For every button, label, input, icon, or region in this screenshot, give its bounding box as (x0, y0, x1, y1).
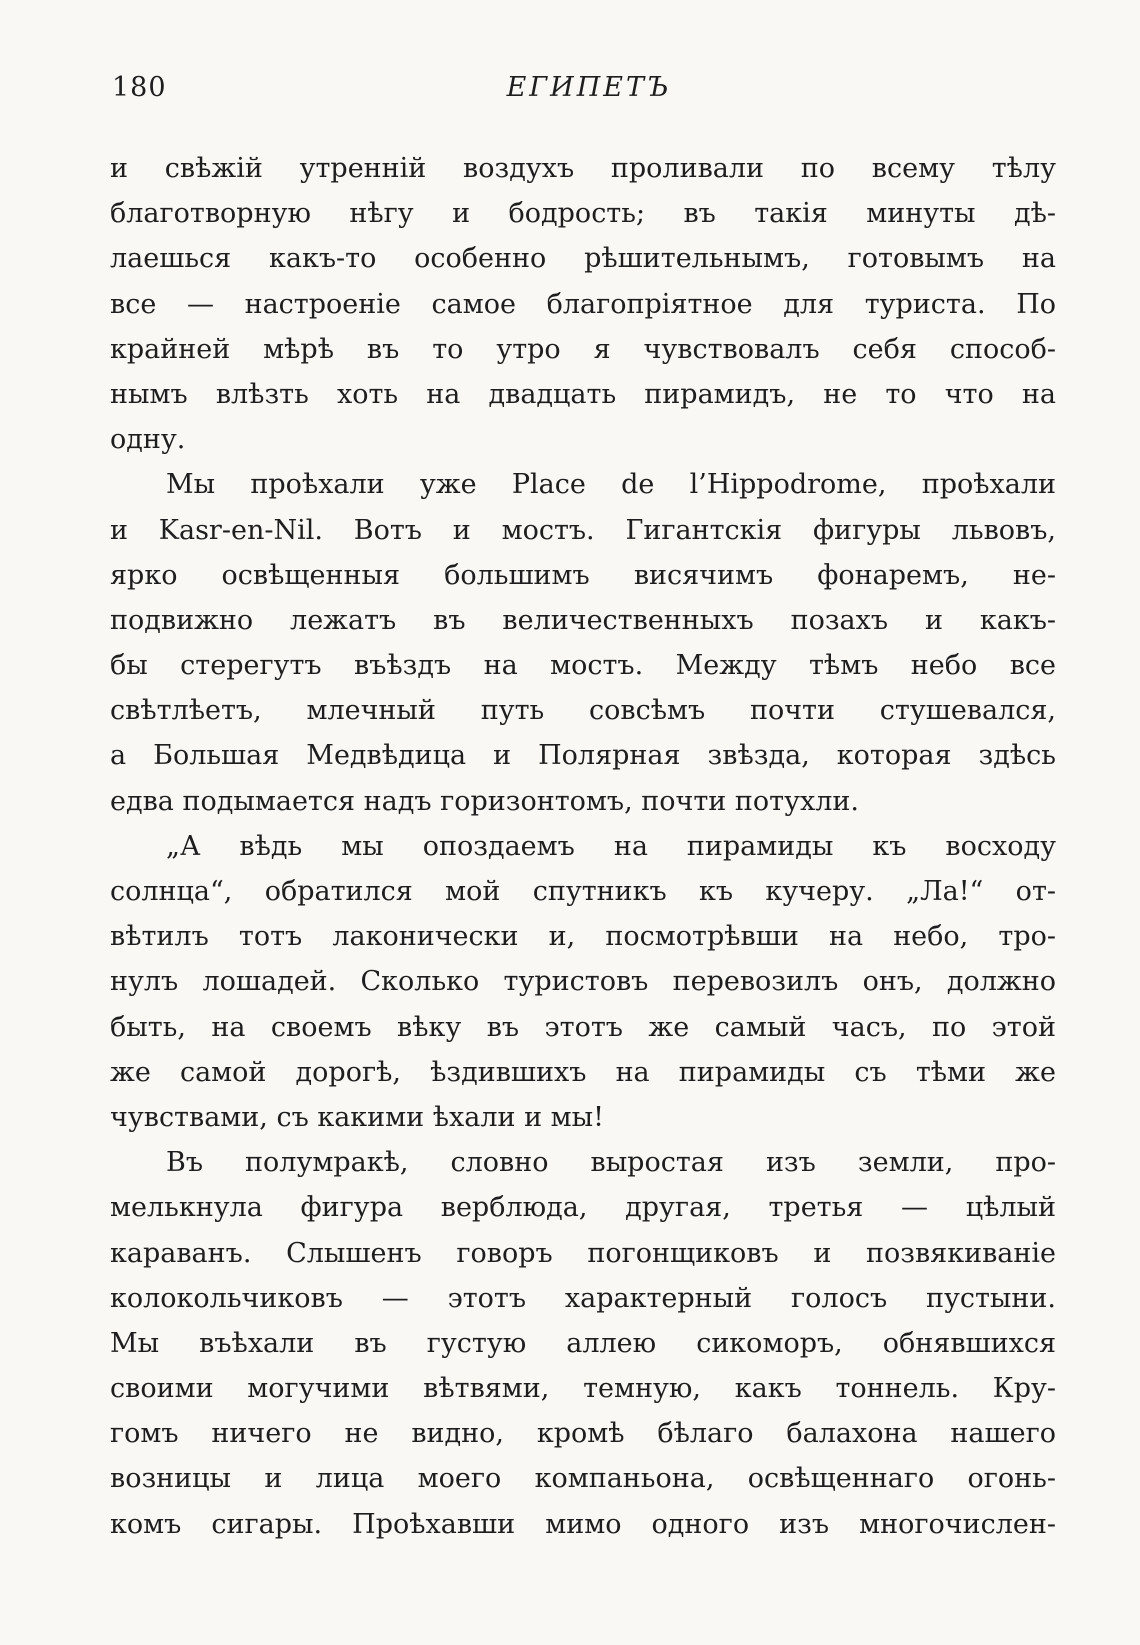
text-line: нулъ лошадей. Сколько туристовъ перевозилъ онъ, должно (110, 966, 1056, 998)
text-line: Мы въѣхали въ густую аллею сикоморъ, обнявшихся (110, 1327, 1056, 1359)
text-line: же самой дорогѣ, ѣздившихъ на пирамиды съ тѣми же (110, 1056, 1056, 1088)
body-text (110, 146, 1056, 1547)
text-line: солнца“, обратился мой спутникъ къ кучеру. „Ла!“ от- (110, 876, 1056, 907)
text-line: едва подымается надъ горизонтомъ, почти потухли. (110, 785, 859, 817)
text-line: подвижно лежатъ въ величественныхъ позахъ и какъ- (110, 604, 1056, 636)
text-line: своими могучими вѣтвями, темную, какъ тоннель. Кру- (110, 1373, 1056, 1405)
text-line: и свѣжій утренній воздухъ проливали по всему тѣлу (110, 153, 1056, 184)
text-line: все — настроеніе самое благопріятное для туриста. По (110, 288, 1056, 320)
text-line: быть, на своемъ вѣку въ этотъ же самый часъ, по этой (110, 1011, 1056, 1043)
text-line: мелькнула фигура верблюда, другая, третья — цѣлый (110, 1192, 1056, 1224)
text-line: лаешься какъ-то особенно рѣшительнымъ, готовымъ на (110, 243, 1056, 275)
text-line: нымъ влѣзть хоть на двадцать пирамидъ, не то что на (110, 378, 1056, 410)
running-head (112, 68, 1066, 108)
text-line: бы стерегутъ въѣздъ на мостъ. Между тѣмъ небо все (110, 650, 1056, 682)
text-line: караванъ. Слышенъ говоръ погонщиковъ и позвякиваніе (110, 1237, 1056, 1269)
text-line: комъ сигары. Проѣхавши мимо одного изъ многочислен- (110, 1508, 1056, 1540)
text-line: одну. (110, 424, 186, 456)
page-number: 180 (112, 72, 167, 103)
text-line: Мы проѣхали уже Place de l’Hippodrome, проѣхали (166, 469, 1056, 501)
text-line: „А вѣдь мы опоздаемъ на пирамиды къ восходу (166, 830, 1056, 862)
text-line: колокольчиковъ — этотъ характерный голосъ пустыни. (110, 1282, 1056, 1314)
text-line: вѣтилъ тотъ лаконически и, посмотрѣвши на небо, тро- (110, 921, 1056, 953)
text-line: гомъ ничего не видно, кромѣ бѣлаго балахона нашего (110, 1418, 1056, 1450)
text-line: свѣтлѣетъ, млечный путь совсѣмъ почти стушевался, (110, 695, 1056, 727)
text-line: а Большая Медвѣдица и Полярная звѣзда, которая здѣсь (110, 740, 1056, 772)
text-line: благотворную нѣгу и бодрость; въ такія минуты дѣ- (110, 198, 1056, 230)
text-line: и Kasr-en-Nil. Вотъ и мостъ. Гигантскія фигуры львовъ, (110, 514, 1056, 546)
text-line: чувствами, съ какими ѣхали и мы! (110, 1101, 605, 1133)
text-line: возницы и лица моего компаньона, освѣщеннаго огонь- (110, 1463, 1056, 1495)
text-line: ярко освѣщенныя большимъ висячимъ фонаремъ, не- (110, 559, 1056, 591)
running-title: ЕГИПЕТЪ (506, 72, 672, 103)
text-line: крайней мѣрѣ въ то утро я чувствовалъ себя способ- (110, 333, 1056, 365)
text-line: Въ полумракѣ, словно выростая изъ земли, про- (166, 1147, 1056, 1179)
